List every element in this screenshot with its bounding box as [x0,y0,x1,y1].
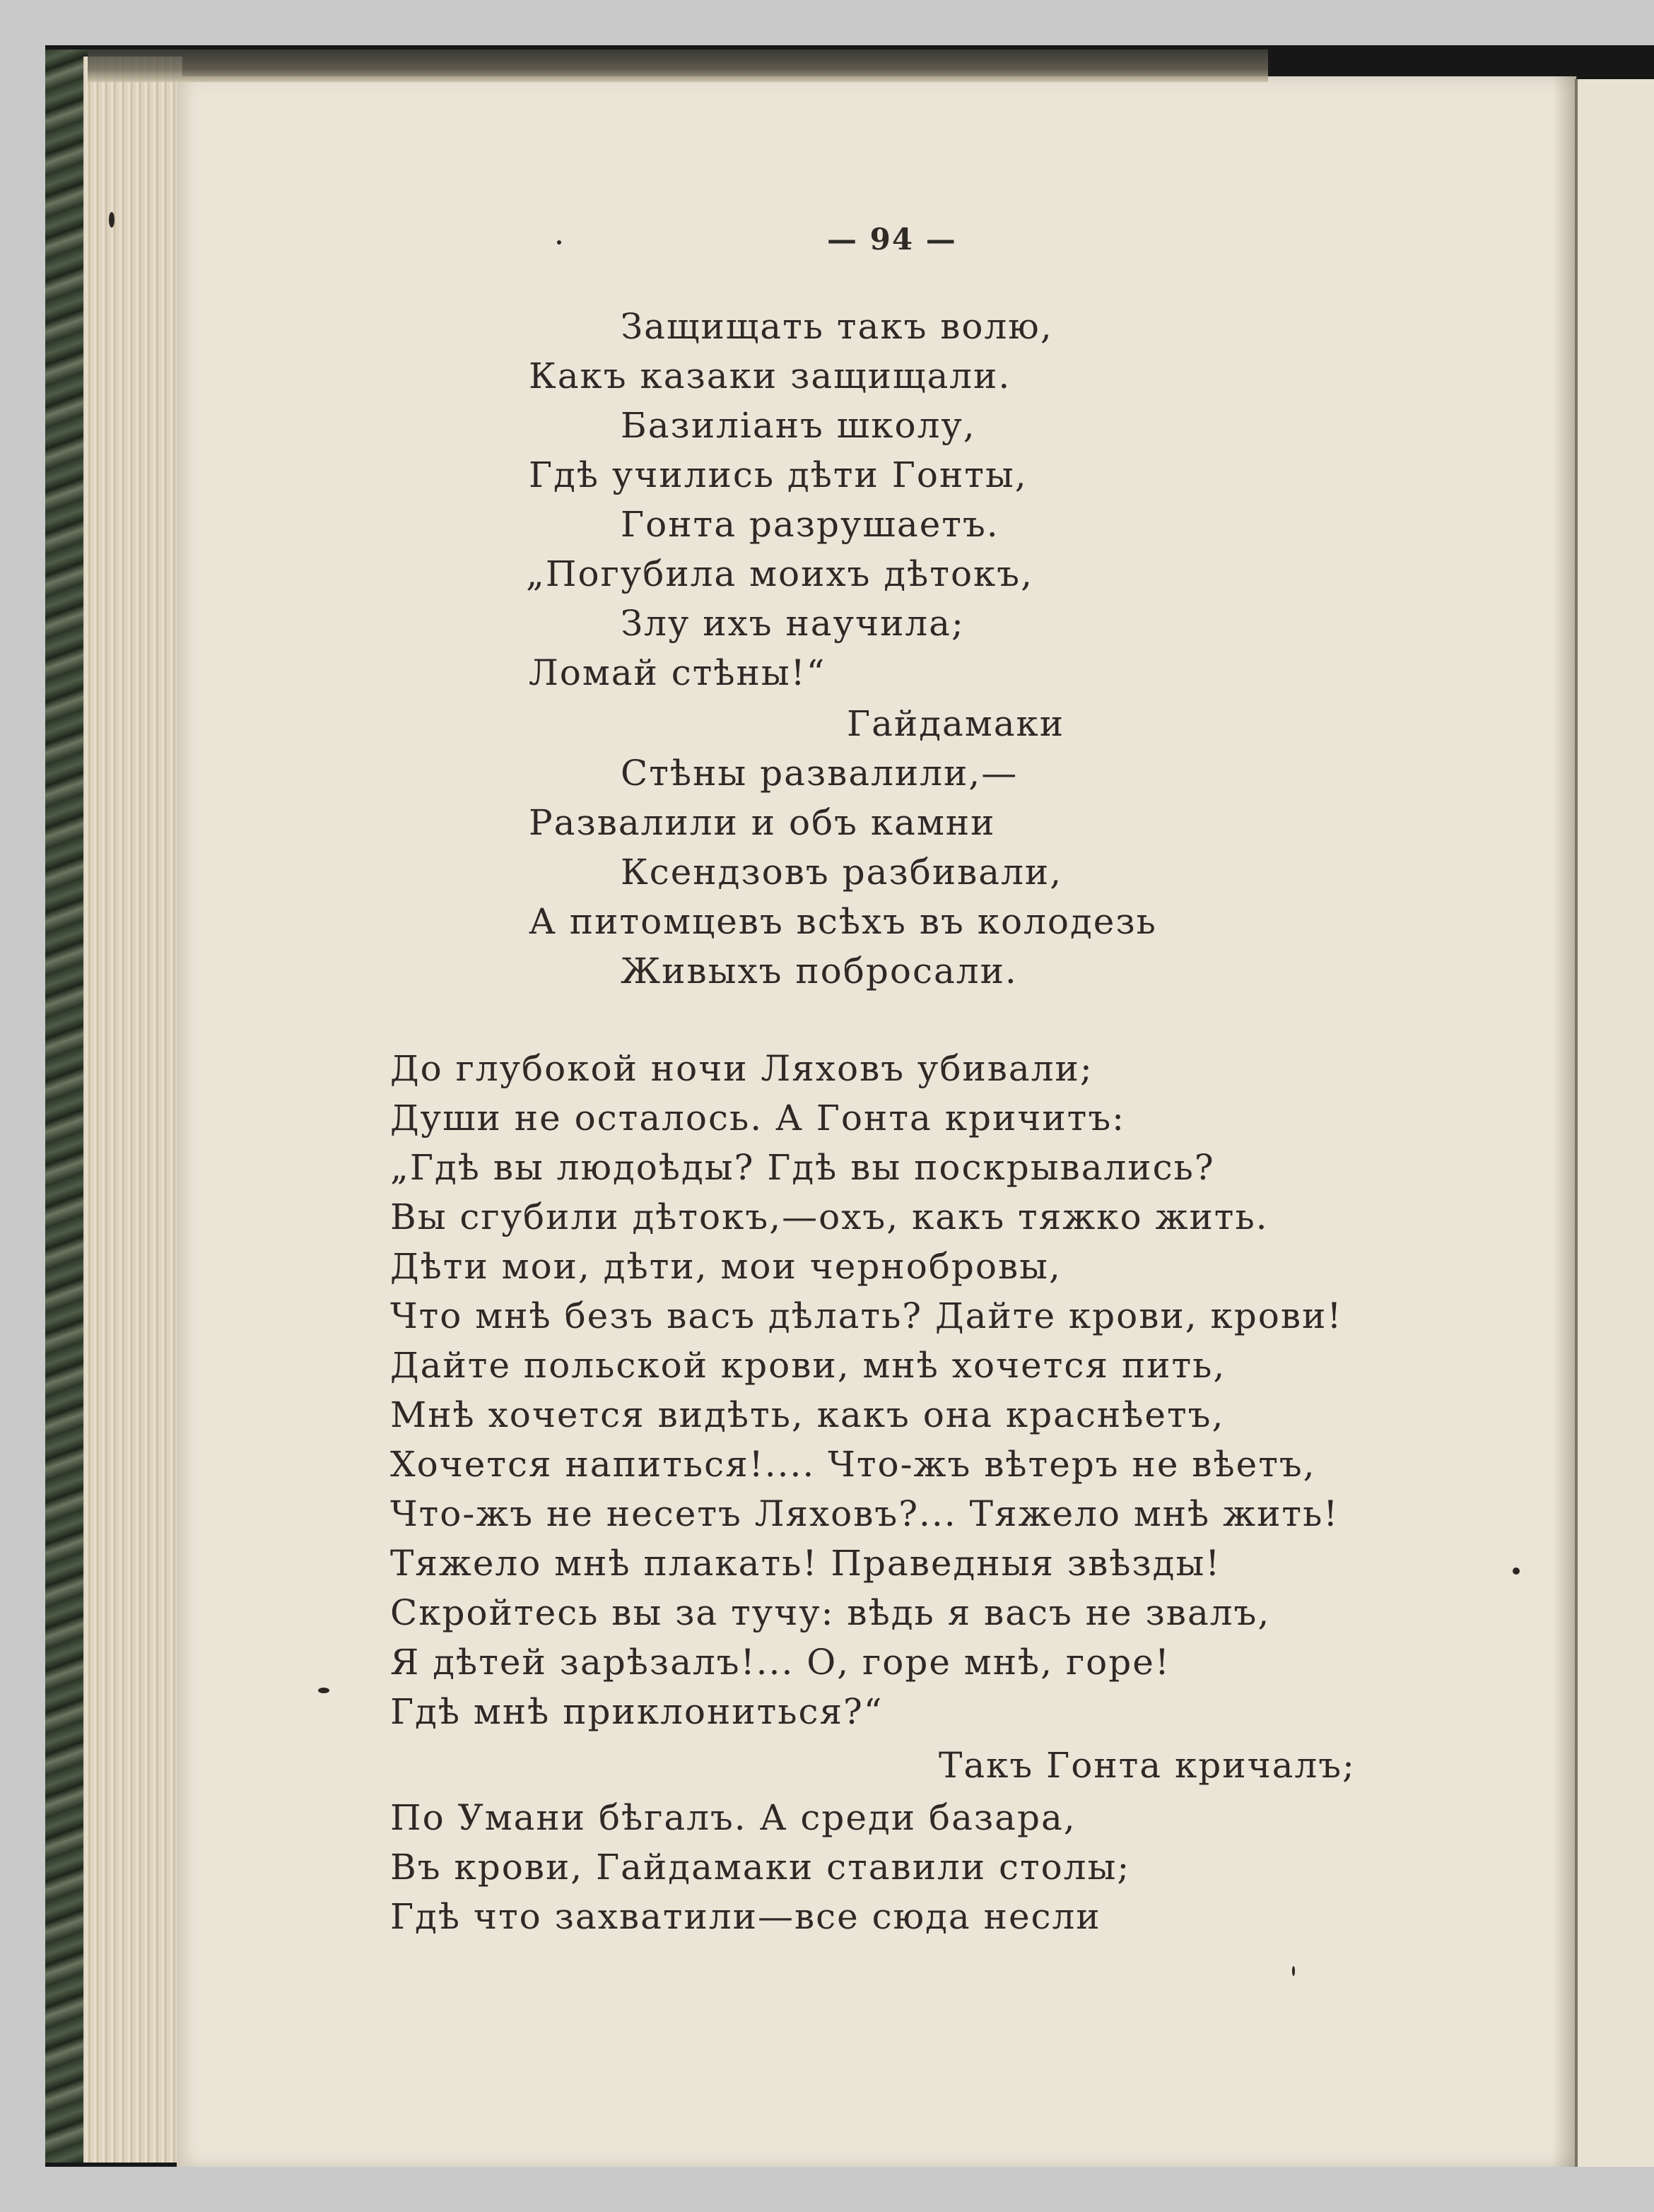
poem-line: Стѣны развалили,— [621,753,1019,794]
prose-line: Мнѣ хочется видѣть, какъ она краснѣетъ, [390,1394,1225,1435]
book-cover-edge [45,49,88,2163]
prose-line: Хочется напиться!.... Что-жъ вѣтеръ не вѣетъ, [390,1444,1316,1485]
page-number: — 94 — [827,222,957,257]
poem-line: Защищать такъ волю, [621,306,1053,347]
prose-line: Такъ Гонта кричалъ; [939,1745,1356,1786]
prose-line: Вы сгубили дѣтокъ,—охъ, какъ тяжко жить. [390,1196,1269,1237]
prose-line: Что-жъ не несетъ Ляховъ?... Тяжело мнѣ жить! [390,1493,1339,1534]
poem-line: Ксендзовъ разбивали, [621,852,1063,893]
poem-line: Гонта разрушаетъ. [621,504,999,545]
top-page-edge [88,49,1268,82]
poem-line: Гайдамаки [847,703,1065,744]
prose-line: Скройтесь вы за тучу: вѣдь я васъ не звалъ, [390,1592,1271,1633]
poem-line: „Погубила моихъ дѣтокъ, [526,553,1033,594]
prose-line: Гдѣ мнѣ приклониться?“ [390,1691,884,1732]
prose-line: Дѣти мои, дѣти, мои чернобровы, [390,1246,1062,1287]
poem-line: А питомцевъ всѣхъ въ колодезь [529,901,1157,942]
prose-line: Я дѣтей зарѣзалъ!... О, горе мнѣ, горе! [390,1642,1171,1683]
prose-line: Души не осталось. А Гонта кричитъ: [390,1098,1125,1139]
poem-line: Живыхъ побросали. [621,951,1018,992]
poem-line: Ломай стѣны!“ [529,652,826,693]
poem-line: Гдѣ учились дѣти Гонты, [529,454,1028,495]
page-stack-edges [83,57,182,2163]
poem-line: Базиліанъ школу, [621,405,976,446]
prose-line: Гдѣ что захватили—все сюда несли [390,1896,1101,1937]
prose-line: По Умани бѣгалъ. А среди базара, [390,1797,1077,1838]
gutter-shadow [1552,76,1578,2167]
prose-line: До глубокой ночи Ляховъ убивали; [390,1048,1093,1089]
prose-line: Въ крови, Гайдамаки ставили столы; [390,1847,1131,1888]
prose-line: Дайте польской крови, мнѣ хочется пить, [390,1345,1226,1386]
prose-line: „Гдѣ вы людоѣды? Гдѣ вы поскрывались? [390,1147,1215,1188]
facing-page-edge [1575,79,1654,2167]
poem-line: Развалили и объ камни [529,802,996,843]
poem-line: Злу ихъ научила; [621,603,965,644]
poem-line: Какъ казаки защищали. [529,355,1011,396]
prose-line: Тяжело мнѣ плакать! Праведныя звѣзды! [390,1543,1221,1584]
prose-line: Что мнѣ безъ васъ дѣлать? Дайте крови, крови! [390,1295,1343,1336]
